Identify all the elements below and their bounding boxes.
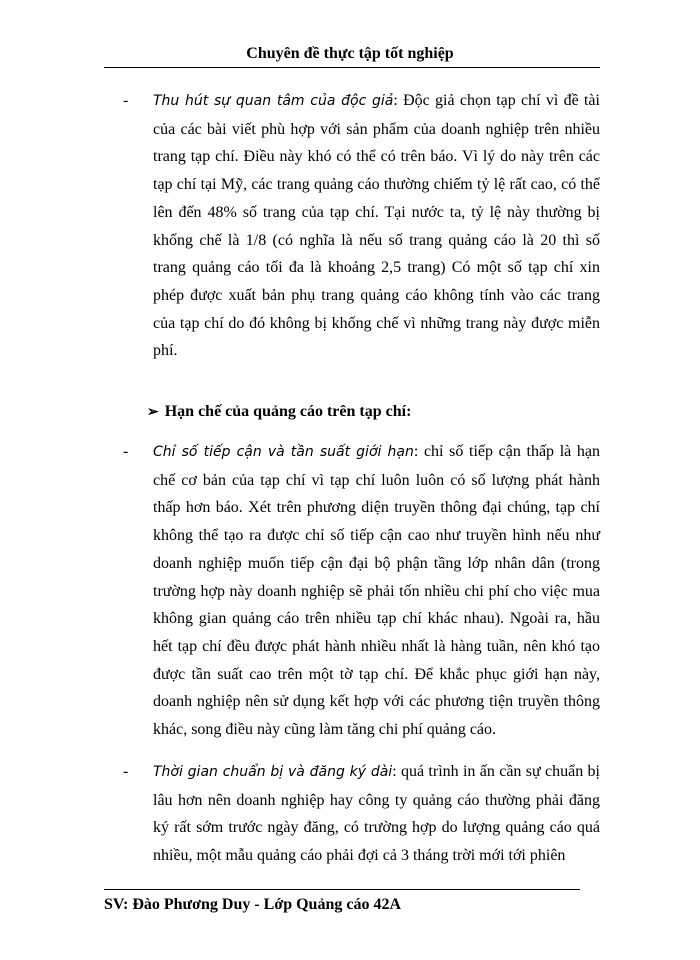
bullet-item-prep-time <box>123 758 600 870</box>
bullet-lead-text: Chỉ số tiếp cận và tần suất giới hạn <box>153 444 414 460</box>
section-heading <box>147 398 411 427</box>
bullet-lead-text: Thu hút sự quan tâm của độc giả <box>153 93 394 109</box>
arrow-bullet-icon: ➢ <box>147 405 159 420</box>
bullet-lead-text: Thời gian chuẩn bị và đăng ký dài <box>153 764 393 780</box>
bullet-body-text: : chỉ số tiếp cận thấp là hạn chế cơ bản của tạp chí vì tạp chí luôn luôn có số lượng phát hành thấp hơn báo. Xét trên phương diện truyền thông đại chúng, tạp chí không thể tạo ra được chỉ số tiếp cận cao như truyền hình nếu như doanh nghiệp muốn tiếp cận đại bộ phận tầng lớp nhân dân (trong trường hợp này doanh nghiệp sẽ phải tốn nhiều chi phí cho việc mua không gian quảng cáo trên nhiều tạp chí khác nhau). Ngoài ra, hầu hết tạp chí đều được phát hành nhiều nhất là hàng tuần, nên khó tạo được tần suất cao trên một tờ tạp chí. Để khắc phục giới hạn này, doanh nghiệp nên sử dụng kết hợp với các phương tiện truyền thông khác, song điều này cũng làm tăng chi phí quảng cáo. <box>153 443 601 739</box>
section-heading-text: Hạn chế của quảng cáo trên tạp chí: <box>164 403 412 420</box>
footer-divider <box>104 889 580 890</box>
page-header-title: Chuyên đề thực tập tốt nghiệp <box>246 45 454 62</box>
bullet-dash: - <box>123 443 129 460</box>
bullet-item-reach-frequency <box>123 438 601 744</box>
bullet-item-attract-readers <box>123 87 600 365</box>
bullet-body-text: : Độc giả chọn tạp chí vì đề tài của các bài viết phù hợp với sản phẩm của doanh nghiệp trên nhiều trang tạp chí. Điều này khó có thể có trên báo. Vì lý do này trên các tạp chí tại Mỹ, các trang quảng cáo thường chiếm tỷ lệ rất cao, có thể lên đến 48% số trang của tạp chí. Tại nước ta, tỷ lệ này thường bị khống chế là 1/8 (có nghĩa là nếu số trang quảng cáo là 20 thì số trang quảng cáo tối đa là khoảng 2,5 trang) Có một số tạp chí xin phép được xuất bản phụ trang quảng cáo không tính vào các trang của tạp chí do đó không bị khống chế vì những trang này được miễn phí. <box>153 92 600 360</box>
bullet-dash: - <box>123 92 129 109</box>
bullet-dash: - <box>123 763 129 780</box>
header-divider <box>104 67 600 68</box>
page-footer: SV: Đào Phương Duy - Lớp Quảng cáo 42A <box>104 896 402 913</box>
bullet-body-text: : quá trình in ấn cần sự chuẩn bị lâu hơn nên doanh nghiệp hay công ty quảng cáo thường phải đăng ký rất sớm trước ngày đăng, có trường hợp do lượng quảng cáo quá nhiều, một mẫu quảng cáo phải đợi cả 3 tháng trời mới tới phiên <box>153 763 600 865</box>
